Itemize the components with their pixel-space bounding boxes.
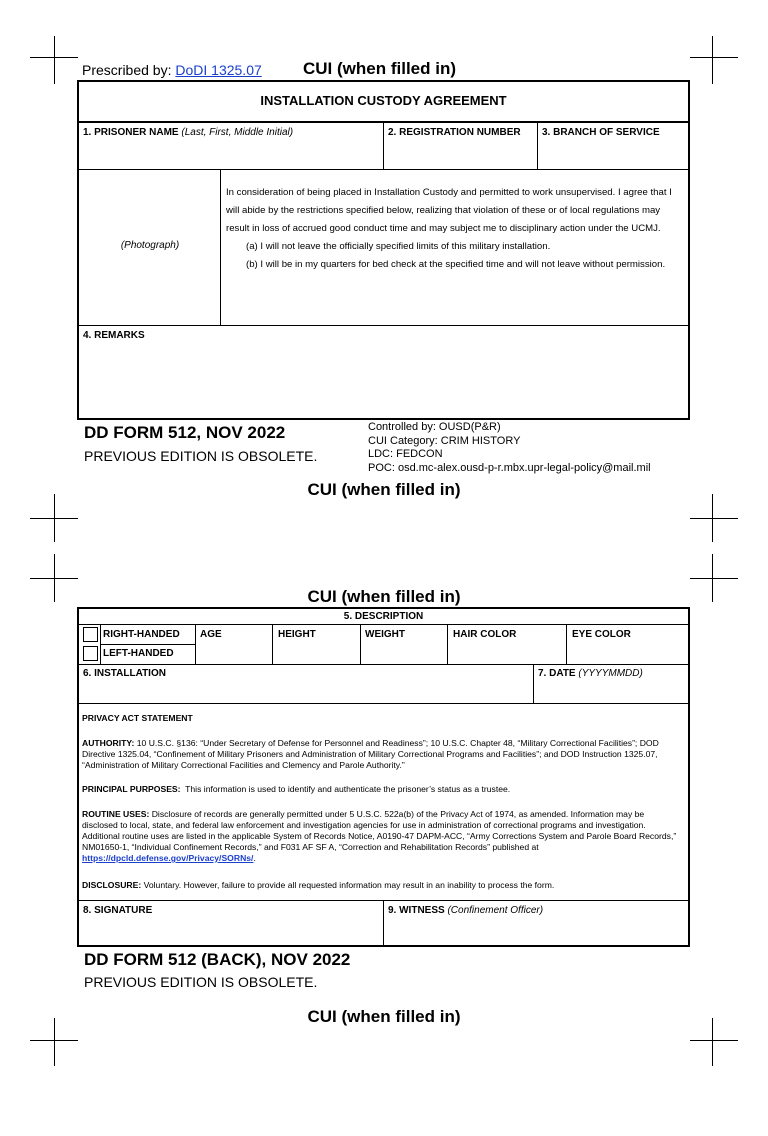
- witness-label: 9. WITNESS (Confinement Officer): [388, 905, 544, 916]
- consent-text: [226, 184, 678, 274]
- cui-back-top: CUI (when filled in): [307, 587, 461, 606]
- photograph-label: (Photograph): [120, 240, 180, 251]
- eye-color-label: EYE COLOR: [572, 629, 631, 640]
- authority-text: AUTHORITY: 10 U.S.C. §136: “Under Secretary of Defense for Personnel and Readiness”; 10 U.S.C. Chapter 48, “Military Correctional Facilities”; DOD Directive 1325.04, “Confinement of Military Prisoners and Administration of Military Correctional Programs and Facilities”; and DOD Instruction 1325.07, “Administration of Military Correctional Facilities and Clemency and Parole Authority.”: [82, 738, 659, 770]
- witness-field[interactable]: [386, 918, 686, 944]
- consent-item-a: (a) I will not leave the officially specified limits of this military installation.: [246, 241, 551, 252]
- right-handed-label: RIGHT-HANDED: [103, 629, 180, 640]
- front-obsolete: PREVIOUS EDITION IS OBSOLETE.: [84, 448, 318, 464]
- front-form-id: DD FORM 512, NOV 2022: [84, 423, 286, 442]
- signature-label: 8. SIGNATURE: [83, 905, 153, 916]
- remarks-field[interactable]: [80, 344, 686, 416]
- weight-label: WEIGHT: [365, 629, 405, 640]
- routine-uses-text: ROUTINE USES: Disclosure of records are generally permitted under 5 U.S.C. 522a(b) of the Privacy Act of 1974, as amended. Information may be disclosed to local, state, and federal law enforcement and investigation agencies for use in administration of correctional programs and investigation. Additional routine uses are listed in the applicable System of Records Notice, A0190-47 DAPM-ACC, “Army Corrections System and Parole Board Records,” NM01650-1, “Individual Confinement Records,” and F031 AF SF A, “Correction and Rehabilitation Records” published at https://dpcld.defense.gov/Privacy/SORNs/.: [82, 809, 677, 863]
- cui-category: CUI Category: CRIM HISTORY: [368, 434, 521, 447]
- registration-number-field[interactable]: [386, 140, 534, 168]
- cui-back-bottom: CUI (when filled in): [307, 1007, 461, 1026]
- consent-item-b: (b) I will be in my quarters for bed check at the specified time and will not leave without permission.: [246, 259, 666, 270]
- date-label: 7. DATE (YYYYMMDD): [538, 668, 643, 679]
- ldc: LDC: FEDCON: [368, 448, 443, 460]
- date-field[interactable]: [536, 681, 686, 701]
- installation-field[interactable]: [80, 681, 530, 701]
- sorns-link[interactable]: https://dpcld.defense.gov/Privacy/SORNs/: [82, 853, 254, 863]
- description-header: 5. DESCRIPTION: [343, 611, 424, 622]
- dodi-link[interactable]: DoDI 1325.07: [175, 62, 262, 78]
- hair-color-label: HAIR COLOR: [453, 629, 517, 640]
- consent-paragraph: In consideration of being placed in Installation Custody and permitted to work unsupervised. I agree that I will abide by the restrictions specified below, realizing that violation of these or of local regulations may result in loss of accrued good conduct time and may subject me to disciplinary action under the UCMJ.: [226, 187, 672, 234]
- controlled-by: Controlled by: OUSD(P&R): [368, 421, 501, 433]
- age-label: AGE: [200, 629, 222, 640]
- registration-number-label: 2. REGISTRATION NUMBER: [388, 127, 521, 138]
- branch-of-service-field[interactable]: [540, 140, 688, 168]
- back-form-id: DD FORM 512 (BACK), NOV 2022: [84, 950, 351, 969]
- form-title: INSTALLATION CUSTODY AGREEMENT: [260, 93, 507, 108]
- privacy-title: PRIVACY ACT STATEMENT: [82, 713, 193, 723]
- prescribed-label: Prescribed by:: [82, 62, 172, 78]
- prisoner-name-label: 1. PRISONER NAME (Last, First, Middle Initial): [83, 127, 294, 138]
- control-block: [368, 421, 651, 475]
- prisoner-name-field[interactable]: [80, 140, 381, 168]
- left-handed-checkbox[interactable]: [83, 646, 98, 661]
- branch-of-service-label: 3. BRANCH OF SERVICE: [542, 127, 660, 138]
- remarks-label: 4. REMARKS: [83, 330, 145, 341]
- principal-purposes-text: PRINCIPAL PURPOSES: This information is used to identify and authenticate the prisoner’s status as a trustee.: [82, 784, 511, 794]
- installation-label: 6. INSTALLATION: [83, 668, 166, 679]
- cui-front-top: CUI (when filled in): [303, 59, 456, 78]
- disclosure-text: DISCLOSURE: Voluntary. However, failure to provide all requested information may result in an inability to process the form.: [82, 880, 555, 890]
- left-handed-label: LEFT-HANDED: [103, 648, 174, 659]
- poc: POC: osd.mc-alex.ousd-p-r.mbx.upr-legal-policy@mail.mil: [368, 461, 651, 474]
- cui-front-bottom: CUI (when filled in): [307, 480, 461, 499]
- photograph-area: [80, 169, 220, 325]
- signature-field[interactable]: [80, 918, 380, 944]
- right-handed-checkbox[interactable]: [83, 627, 98, 642]
- prescribed-by: [82, 62, 262, 78]
- back-obsolete: PREVIOUS EDITION IS OBSOLETE.: [84, 974, 318, 990]
- height-label: HEIGHT: [278, 629, 316, 640]
